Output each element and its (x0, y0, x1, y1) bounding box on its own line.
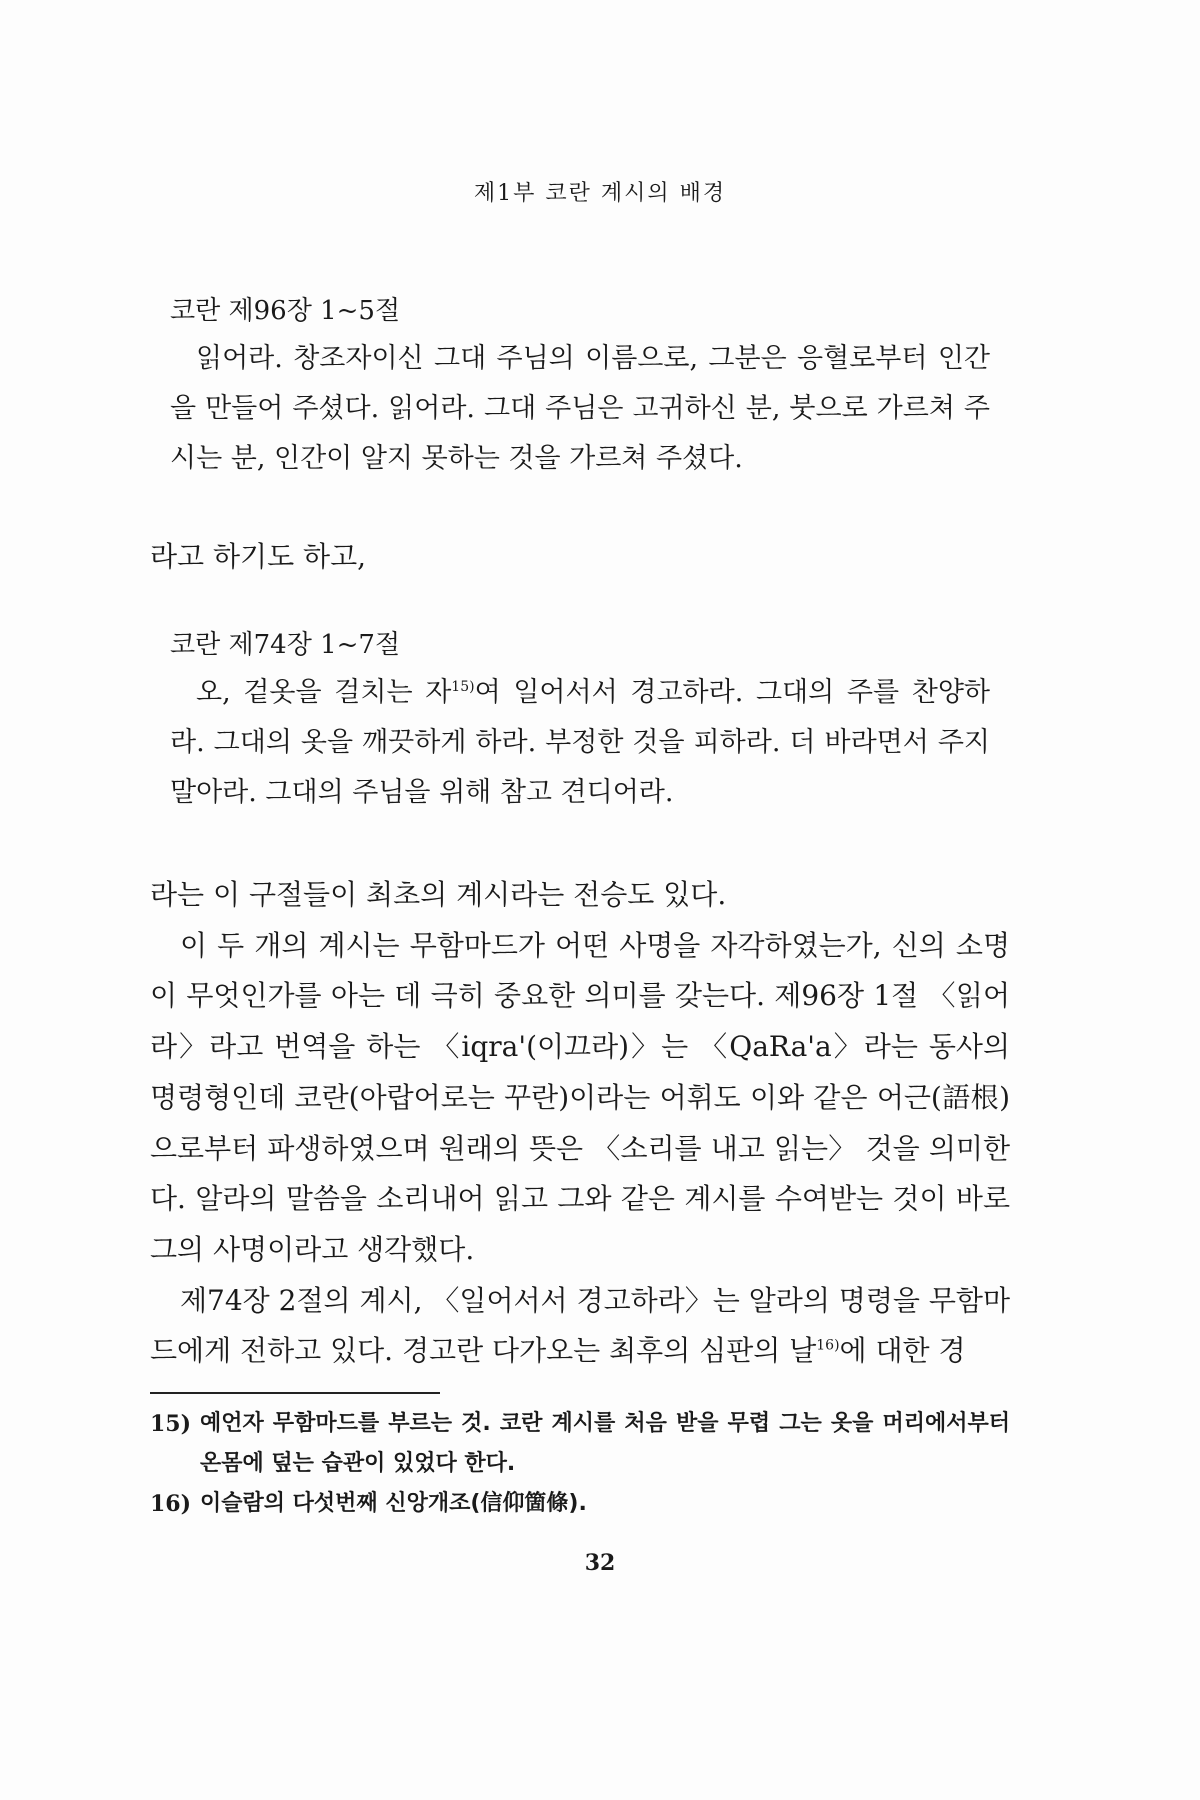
footnote-item (150, 1484, 1010, 1524)
footnote-item (150, 1404, 1010, 1484)
footnote-reference: 15) (451, 679, 475, 695)
quote-text-part: 여 일어서서 경고하라. 그대의 주를 찬양하라. 그대의 옷을 깨끗하게 하라. 부정한 것을 피하라. 더 바라면서 주지 말아라. 그대의 주님을 위해 참고 견디어라. (170, 677, 990, 808)
quote-text: 읽어라. 창조자이신 그대 주님의 이름으로, 그분은 응혈로부터 인간을 만들어 주셨다. 읽어라. 그대 주님은 고귀하신 분, 붓으로 가르쳐 주시는 분, 인간이 알지 못하는 것을 가르쳐 주셨다. (170, 343, 990, 474)
footnote-text: 이슬람의 다섯번째 신앙개조(信仰箇條). (200, 1491, 587, 1516)
footnotes (150, 1404, 1010, 1524)
quote-text (170, 668, 990, 818)
quote-title: 코란 제96장 1~5절 (170, 296, 401, 326)
paragraph-text-part: 에 대한 경 (839, 1334, 966, 1368)
page-number: 32 (584, 1550, 616, 1576)
footnote-marker: 15) (150, 1411, 192, 1437)
connecting-line: 라고 하기도 하고, (150, 540, 367, 573)
quote-title: 코란 제74장 1~7절 (170, 630, 401, 660)
footnote-divider (150, 1392, 440, 1394)
quote-text-part: 오, 겉옷을 걸치는 자 (196, 677, 452, 708)
paragraph-text-part: 제74장 2절의 계시, 〈일어서서 경고하라〉는 알라의 명령을 무함마드에게 전하고 있다. 경고란 다가오는 최후의 심판의 날 (150, 1283, 1010, 1368)
footnote-reference: 16) (816, 1338, 840, 1354)
paragraph: 이 두 개의 계시는 무함마드가 어떤 사명을 자각하였는가, 신의 소명이 무엇인가를 아는 데 극히 중요한 의미를 갖는다. 제96장 1절 〈읽어라〉라고 번역을 하는 〈iqra'(이끄라)〉는 〈QaRa'a〉라는 동사의 명령형인데 코란(아랍어로는 꾸란)이라는 어휘도 이와 같은 어근(語根)으로부터 파생하였으며 원래의 뜻은 〈소리를 내고 읽는〉 것을 의미한다. 알라의 말씀을 소리내어 읽고 그와 같은 계시를 수여받는 것이 바로 그의 사명이라고 생각했다. (150, 928, 1010, 1266)
quote-block-surah-96 (170, 288, 990, 484)
paragraph (150, 1276, 1010, 1377)
running-head: 제1부 코란 계시의 배경 (473, 181, 727, 206)
footnote-text: 예언자 무함마드를 부르는 것. 코란 계시를 처음 받을 무렵 그는 옷을 머리에서부터 온몸에 덮는 습관이 있었다 한다. (200, 1411, 1010, 1476)
footnote-marker: 16) (150, 1491, 192, 1517)
quote-block-surah-74 (170, 622, 990, 818)
paragraph: 라는 이 구절들이 최초의 계시라는 전승도 있다. (150, 878, 727, 911)
main-text (150, 870, 1010, 1377)
